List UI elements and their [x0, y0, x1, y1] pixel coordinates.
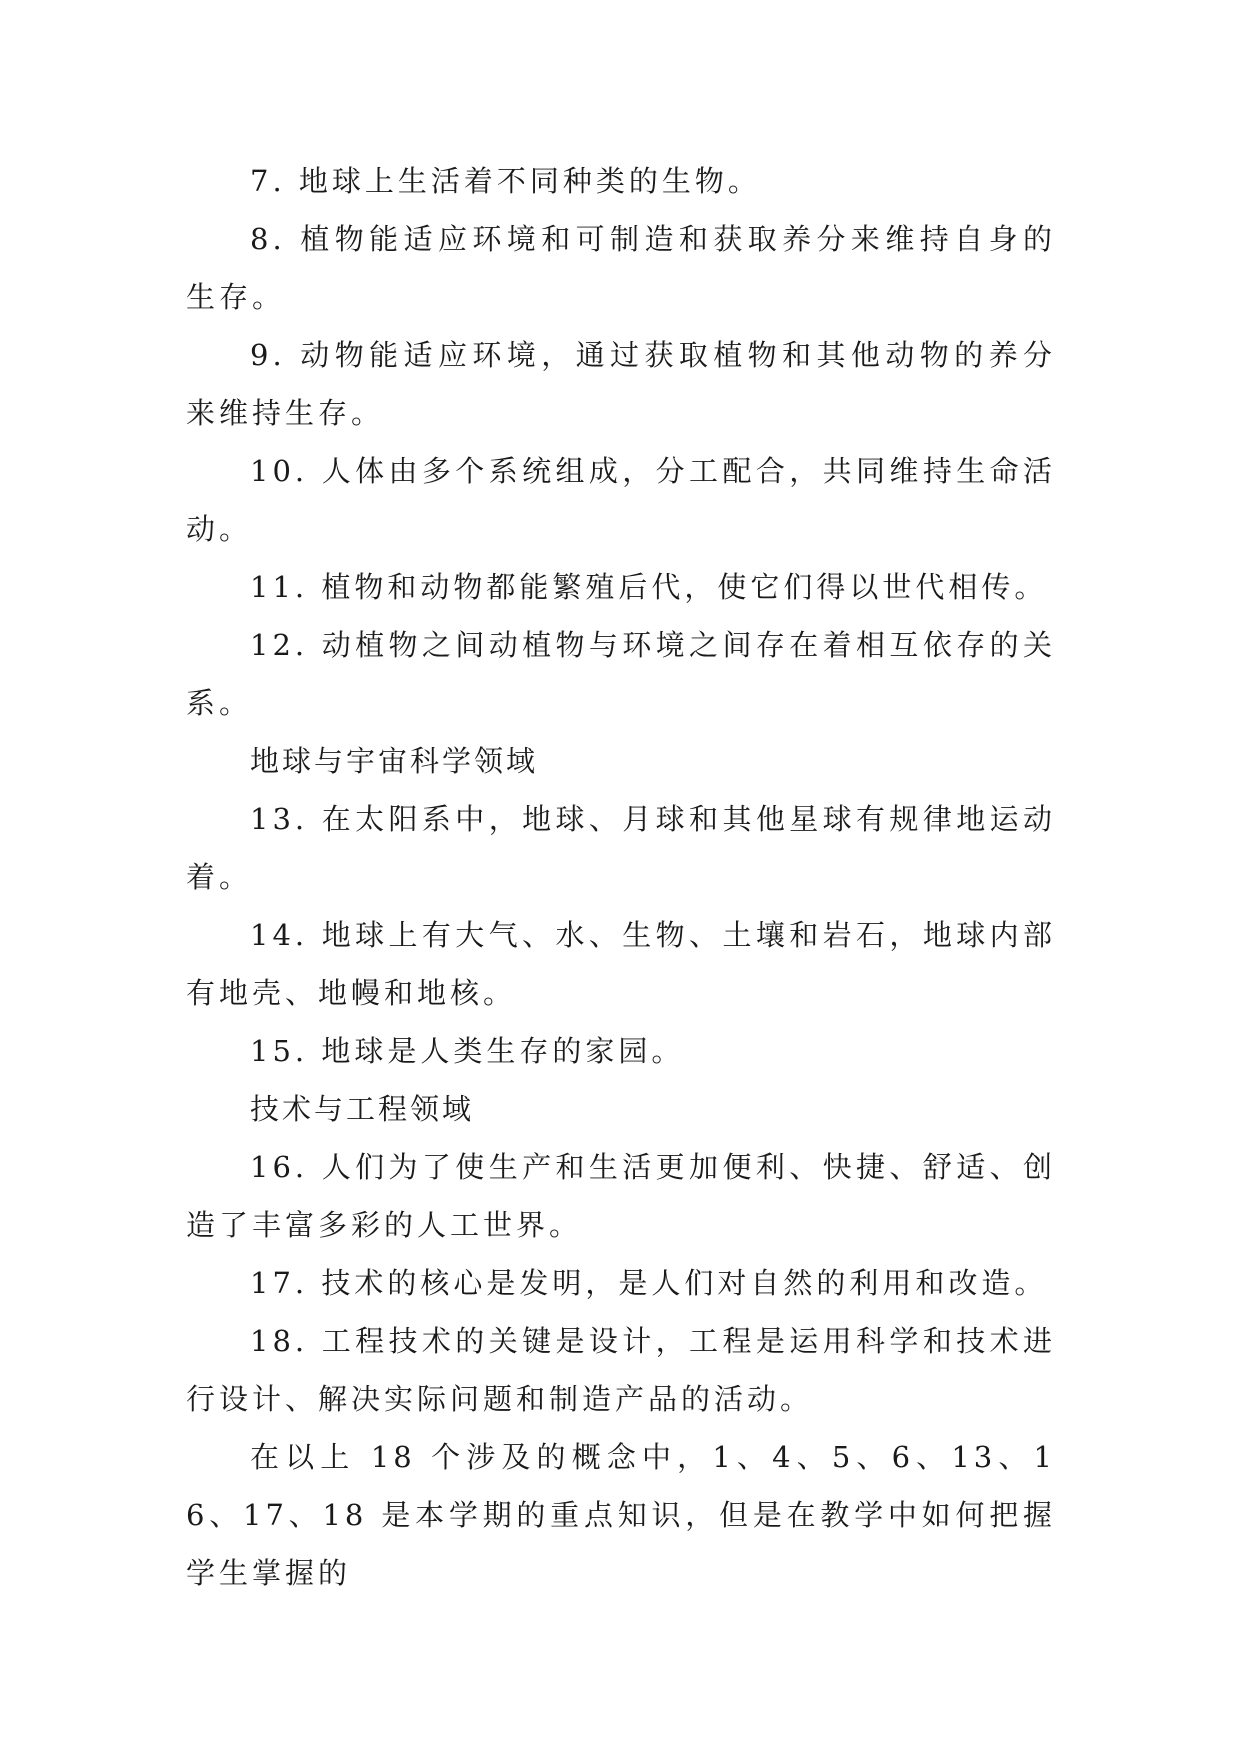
section-heading-earth-universe: 地球与宇宙科学领域	[250, 744, 539, 778]
concept-11: 11. 植物和动物都能繁殖后代，使它们得以世代相传。	[250, 570, 1048, 604]
concept-10: 10. 人体由多个系统组成，分工配合，共同维持生命活动。	[186, 454, 1056, 546]
concept-13: 13. 在太阳系中，地球、月球和其他星球有规律地运动着。	[186, 802, 1056, 894]
concept-7: 7. 地球上生活着不同种类的生物。	[250, 164, 761, 198]
summary-paragraph: 在以上 18 个涉及的概念中，1、4、5、6、13、16、17、18 是本学期的重点知识，但是在教学中如何把握学生掌握的	[186, 1440, 1056, 1590]
concept-9: 9. 动物能适应环境，通过获取植物和其他动物的养分来维持生存。	[186, 338, 1056, 430]
concept-15: 15. 地球是人类生存的家园。	[250, 1034, 685, 1068]
document-body	[186, 152, 1056, 1602]
concept-14: 14. 地球上有大气、水、生物、土壤和岩石，地球内部有地壳、地幔和地核。	[186, 918, 1056, 1010]
concept-18: 18. 工程技术的关键是设计，工程是运用科学和技术进行设计、解决实际问题和制造产品的活动。	[186, 1324, 1056, 1416]
concept-17: 17. 技术的核心是发明，是人们对自然的利用和改造。	[250, 1266, 1048, 1300]
concept-16: 16. 人们为了使生产和生活更加便利、快捷、舒适、创造了丰富多彩的人工世界。	[186, 1150, 1056, 1242]
section-heading-technology-engineering: 技术与工程领域	[250, 1092, 475, 1126]
concept-8: 8. 植物能适应环境和可制造和获取养分来维持自身的生存。	[186, 222, 1056, 314]
concept-12: 12. 动植物之间动植物与环境之间存在着相互依存的关系。	[186, 628, 1056, 720]
